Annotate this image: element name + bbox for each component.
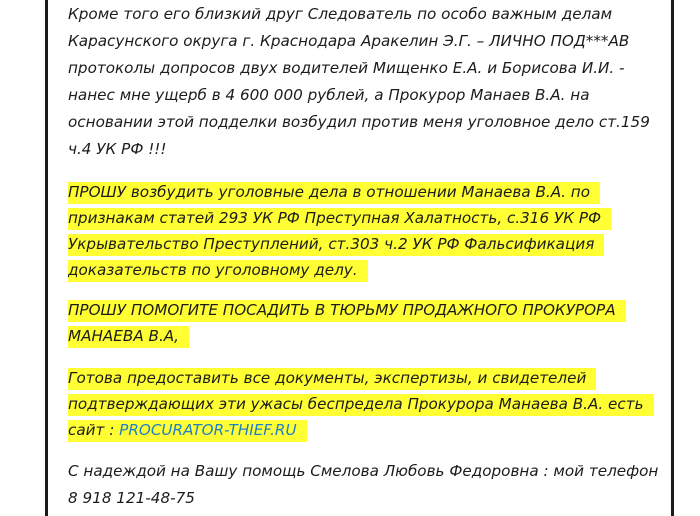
right-border-rule: [671, 0, 674, 516]
paragraph-4-line-3: [68, 419, 307, 441]
paragraph-1-line-3: протоколы допросов двух водителей Мищенко Е.А. и Борисова И.И. -: [68, 59, 625, 77]
left-border-rule: [45, 0, 48, 516]
paragraph-1-line-1: Кроме того его близкий друг Следователь по особо важным делам: [68, 5, 613, 23]
paragraph-1-line-4: нанес мне ущерб в 4 600 000 рублей, а Прокурор Манаев В.А. на: [68, 86, 590, 104]
paragraph-1-line-6: ч.4 УК РФ !!!: [68, 140, 167, 158]
paragraph-1-line-5: основании этой подделки возбудил против меня уголовное дело ст.159: [68, 113, 650, 131]
site-link[interactable]: PROCURATOR-THIEF.RU: [119, 421, 297, 439]
paragraph-2-line-2: [68, 207, 611, 229]
highlighted-text: подтверждающих эти ужасы беспредела Прокурора Манаева В.А. есть: [68, 394, 654, 415]
highlighted-text: признакам статей 293 УК РФ Преступная Халатность, с.316 УК РФ: [68, 208, 611, 229]
paragraph-2-line-1: [68, 181, 600, 203]
paragraph-3-line-2: [68, 325, 189, 347]
highlighted-text: доказательств по уголовному делу.: [68, 260, 368, 281]
paragraph-1-line-2: Карасунского округа г. Краснодара Аракелин Э.Г. – ЛИЧНО ПОД***АВ: [68, 32, 630, 50]
paragraph-5-line-1: С надеждой на Вашу помощь Смелова Любовь Федоровна : мой телефон: [68, 462, 659, 480]
highlighted-text: МАНАЕВА В.А,: [68, 326, 189, 347]
highlighted-text: ПРОШУ возбудить уголовные дела в отношении Манаева В.А. по: [68, 182, 600, 203]
paragraph-4-line-1: [68, 367, 596, 389]
paragraph-2-line-4: [68, 259, 368, 281]
paragraph-4-line-2: [68, 393, 654, 415]
highlighted-text: Укрывательство Преступлений, ст.303 ч.2 УК РФ Фальсификация: [68, 234, 604, 255]
paragraph-2-line-3: [68, 233, 604, 255]
highlighted-text: ПРОШУ ПОМОГИТЕ ПОСАДИТЬ В ТЮРЬМУ ПРОДАЖНОГО ПРОКУРОРА: [68, 300, 626, 321]
highlighted-text: [68, 420, 307, 441]
highlighted-text: Готова предоставить все документы, экспертизы, и свидетелей: [68, 368, 596, 389]
paragraph-5-line-2: 8 918 121-48-75: [68, 489, 195, 507]
paragraph-3-line-1: [68, 299, 626, 321]
site-label: сайт :: [68, 421, 120, 439]
